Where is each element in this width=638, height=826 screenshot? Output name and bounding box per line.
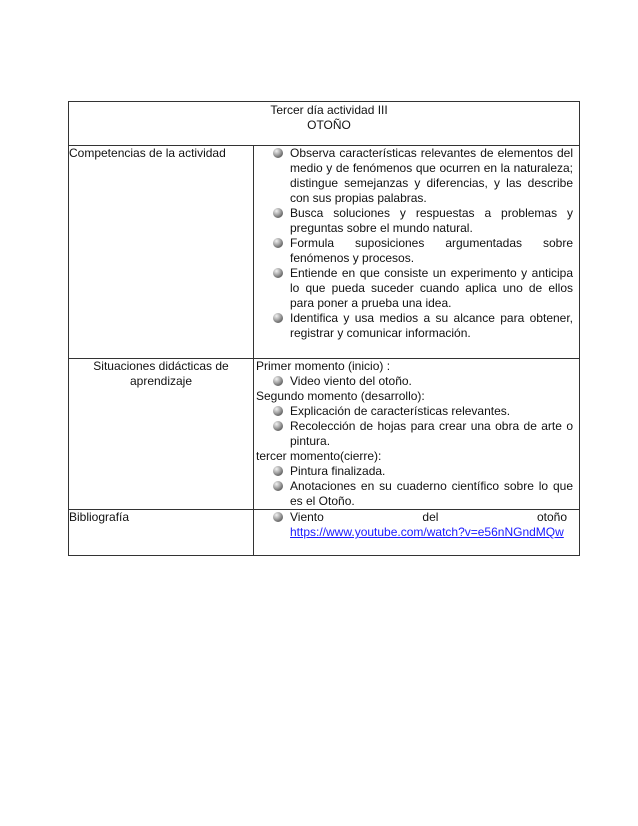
bibliografia-content	[254, 510, 580, 556]
list-item: Anotaciones en su cuaderno científico sobre lo que es el Otoño.	[254, 479, 579, 509]
momento-desarrollo: Segundo momento (desarrollo):	[256, 389, 425, 403]
bullet-icon	[273, 268, 283, 278]
list-item: Recolección de hojas para crear una obra de arte o pintura.	[254, 419, 579, 449]
list-item: Video viento del otoño.	[254, 374, 579, 389]
list-item: Identifica y usa medios a su alcance para obtener, registrar y comunicar información.	[254, 311, 579, 341]
list-item: Pintura finalizada.	[254, 464, 579, 479]
bullet-icon	[273, 406, 283, 416]
list-item: Busca soluciones y respuestas a problemas y preguntas sobre el mundo natural.	[254, 206, 579, 236]
list-item	[254, 510, 579, 540]
competencias-row	[69, 146, 580, 359]
situaciones-label: Situaciones didácticas de aprendizaje	[69, 359, 254, 510]
momento-inicio: Primer momento (inicio) :	[256, 359, 391, 373]
bullet-icon	[273, 313, 283, 323]
momento-cierre: tercer momento(cierre):	[256, 449, 382, 463]
competencias-label: Competencias de la actividad	[69, 146, 254, 359]
activity-table	[68, 101, 580, 556]
list-item: Observa características relevantes de elementos del medio y de fenómenos que ocurren en la naturaleza; distingue semejanzas y diferencias, y las describe con sus propias palabras.	[254, 146, 579, 206]
title-cell	[69, 102, 580, 146]
youtube-link[interactable]: https://www.youtube.com/watch?v=e56nNGndMQw	[290, 525, 564, 539]
bibliografia-list	[254, 510, 579, 540]
list-item: Formula suposiciones argumentadas sobre fenómenos y procesos.	[254, 236, 579, 266]
competencias-list	[254, 146, 579, 341]
momento-inicio-list	[254, 374, 579, 389]
list-item: Entiende en que consiste un experimento y anticipa lo que pueda suceder cuando aplica uno de ellos para poner a prueba una idea.	[254, 266, 579, 311]
bullet-icon	[273, 238, 283, 248]
title-row	[69, 102, 580, 146]
momento-desarrollo-list	[254, 404, 579, 449]
bibliografia-row	[69, 510, 580, 556]
situaciones-row	[69, 359, 580, 510]
bullet-icon	[273, 481, 283, 491]
season-title: OTOÑO	[307, 118, 351, 132]
bullet-icon	[273, 208, 283, 218]
bullet-icon	[273, 376, 283, 386]
bibliografia-title: Viento del otoño	[290, 510, 568, 524]
bullet-icon	[273, 148, 283, 158]
momento-cierre-list	[254, 464, 579, 509]
bullet-icon	[273, 512, 283, 522]
bullet-icon	[273, 421, 283, 431]
competencias-content	[254, 146, 580, 359]
activity-title: Tercer día actividad III	[270, 103, 388, 117]
bibliografia-label: Bibliografía	[69, 510, 254, 556]
situaciones-content	[254, 359, 580, 510]
list-item: Explicación de características relevantes.	[254, 404, 579, 419]
bullet-icon	[273, 466, 283, 476]
